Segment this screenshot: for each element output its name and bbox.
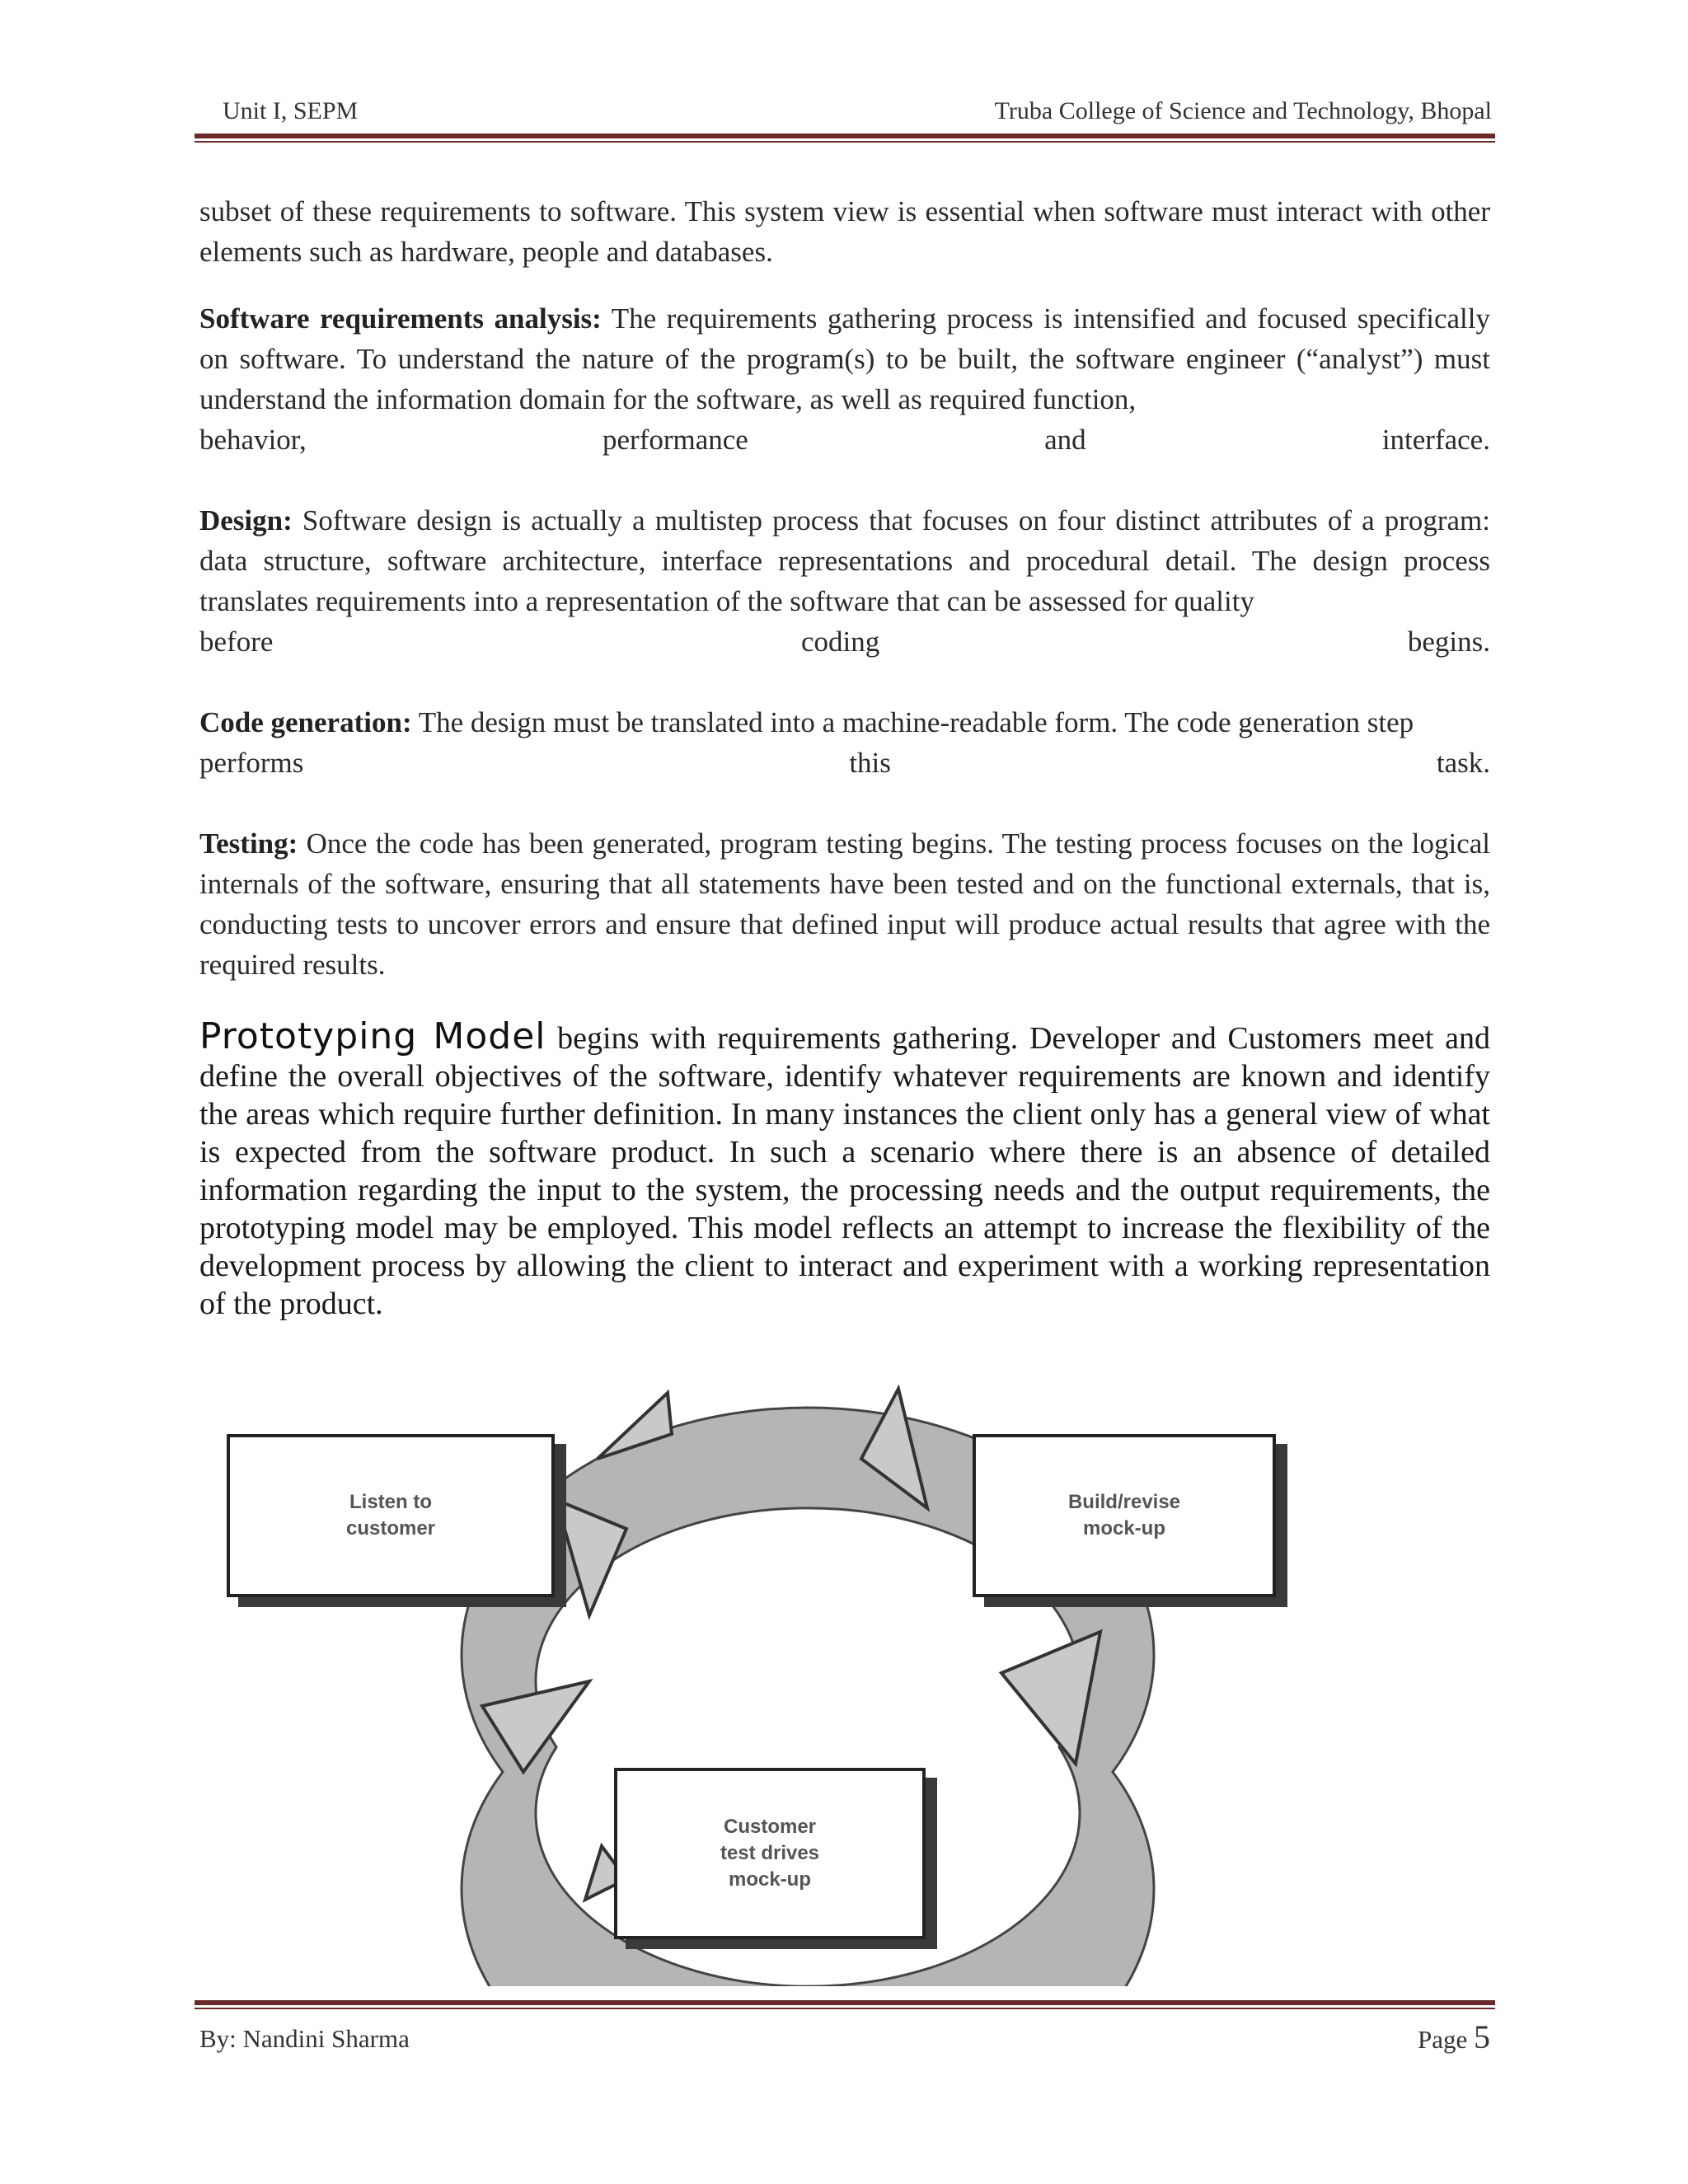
page-footer xyxy=(199,2018,1490,2059)
paragraph-codegen: Code generation: The design must be translated into a machine-readable form. The code generation step xyxy=(199,706,1414,738)
page-label: Page xyxy=(1417,2025,1468,2054)
footer-rule xyxy=(195,2000,1495,2009)
prototyping-diagram xyxy=(210,1385,1323,1986)
footer-page xyxy=(1418,2018,1490,2056)
page-number: 5 xyxy=(1474,2018,1490,2055)
page-header xyxy=(223,97,1492,134)
header-college: Truba College of Science and Technology, Bhopal xyxy=(994,97,1492,124)
heading-sra: Software requirements analysis: xyxy=(199,302,602,335)
paragraph-testing: Testing: Once the code has been generated, program testing begins. The testing process focuses on the logical internals of the software, ensuring that all statements have been tested and on the functional externals, that is, conducting tests to uncover errors and ensure that defined input will produce actual results that agree with the required results. xyxy=(199,827,1491,981)
footer-author: By: Nandini Sharma xyxy=(199,2024,410,2053)
paragraph-design: Design: Software design is actually a multistep process that focuses on four distinct attributes of a program: data structure, software architecture, interface representations and procedural detail. The design process translates requirements into a representation of the software that can be assessed for quality xyxy=(199,504,1490,617)
codegen-last-line: performs this task. xyxy=(199,747,1490,779)
heading-prototyping: Prototyping Model xyxy=(199,1015,546,1057)
box-build-revise-mockup: Build/revise mock-up xyxy=(973,1434,1276,1597)
header-unit: Unit I, SEPM xyxy=(223,97,359,124)
page-content xyxy=(199,191,1490,1349)
paragraph-sra: Software requirements analysis: The requirements gathering process is intensified and focused specifically on software. To understand the nature of the program(s) to be built, the software engineer (“analyst”) must understand the information domain for the software, as well as required function, xyxy=(199,302,1490,415)
box-listen-to-customer: Listen to customer xyxy=(227,1434,555,1597)
heading-design: Design: xyxy=(199,504,293,537)
paragraph-intro: subset of these requirements to software. This system view is essential when software must interact with other elements such as hardware, people and databases. xyxy=(199,195,1490,268)
sra-last-line: behavior, performance and interface. xyxy=(199,424,1490,456)
heading-testing: Testing: xyxy=(199,827,298,860)
design-last-line: before coding begins. xyxy=(199,626,1490,658)
header-rule xyxy=(195,134,1495,143)
box-customer-test-drives: Customer test drives mock-up xyxy=(614,1768,926,1939)
heading-codegen: Code generation: xyxy=(199,706,412,738)
paragraph-prototyping: Prototyping Model begins with requirements gathering. Developer and Customers meet and define the overall objectives of the software, identify whatever requirements are known and identify the areas which require further definition. In many instances the client only has a general view of what is expected from the software product. In such a scenario where there is an absence of detailed information regarding the input to the system, the processing needs and the output requirements, the prototyping model may be employed. This model reflects an attempt to increase the flexibility of the development process by allowing the client to interact and experiment with a working representation of the product. xyxy=(199,1015,1491,1321)
